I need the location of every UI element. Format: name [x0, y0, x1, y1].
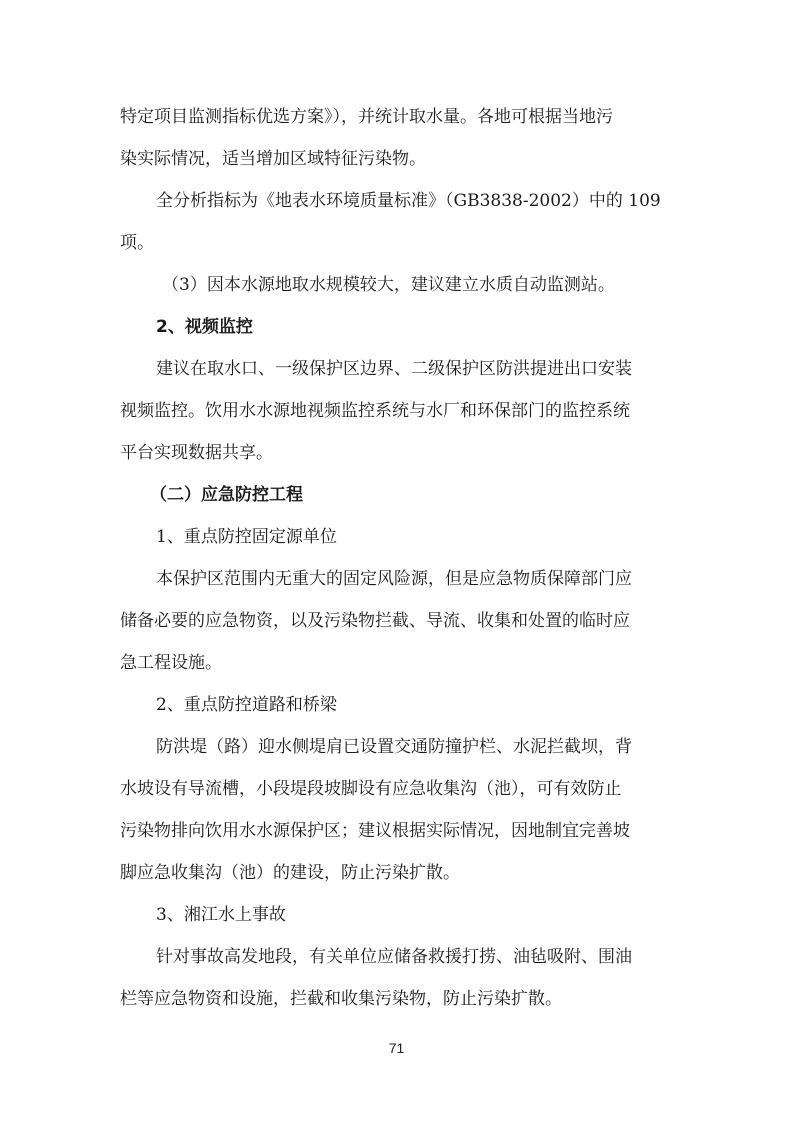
paragraph-line: 脚应急收集沟（池）的建设，防止污染扩散。 — [120, 863, 460, 883]
paragraph-line: 平台实现数据共享。 — [120, 443, 273, 463]
paragraph-line: 建议在取水口、一级保护区边界、二级保护区防洪提进出口安装 — [156, 359, 632, 379]
paragraph-line: 项。 — [120, 233, 154, 253]
subsection-heading: 1、重点防控固定源单位 — [156, 527, 337, 547]
paragraph-line: 特定项目监测指标优选方案》），并统计取水量。各地可根据当地污 — [120, 107, 613, 127]
paragraph-line: （3）因本水源地取水规模较大，建议建立水质自动监测站。 — [162, 275, 615, 295]
paragraph-line: 水坡设有导流槽，小段堤段坡脚设有应急收集沟（池），可有效防止 — [120, 779, 622, 799]
subsection-heading: 2、重点防控道路和桥梁 — [156, 695, 337, 715]
section-heading: （二）应急防控工程 — [150, 485, 303, 505]
paragraph-line: 染实际情况，适当增加区域特征污染物。 — [120, 149, 426, 169]
paragraph-line: 栏等应急物资和设施，拦截和收集污染物，防止污染扩散。 — [120, 989, 562, 1009]
paragraph-line: 污染物排向饮用水水源保护区；建议根据实际情况，因地制宜完善坡 — [120, 821, 630, 841]
paragraph-line: 储备必要的应急物资，以及污染物拦截、导流、收集和处置的临时应 — [120, 611, 630, 631]
section-heading: 2、视频监控 — [156, 317, 253, 337]
paragraph-line: 视频监控。饮用水水源地视频监控系统与水厂和环保部门的监控系统 — [120, 401, 630, 421]
page-number: 71 — [388, 1040, 405, 1056]
paragraph-line: 全分析指标为《地表水环境质量标准》（GB3838-2002）中的 109 — [156, 191, 661, 211]
paragraph-line: 本保护区范围内无重大的固定风险源，但是应急物质保障部门应 — [156, 569, 632, 589]
paragraph-line: 针对事故高发地段，有关单位应储备救援打捞、油毡吸附、围油 — [156, 947, 632, 967]
paragraph-line: 防洪堤（路）迎水侧堤肩已设置交通防撞护栏、水泥拦截坝，背 — [156, 737, 632, 757]
subsection-heading: 3、湘江水上事故 — [156, 905, 286, 925]
paragraph-line: 急工程设施。 — [120, 653, 222, 673]
